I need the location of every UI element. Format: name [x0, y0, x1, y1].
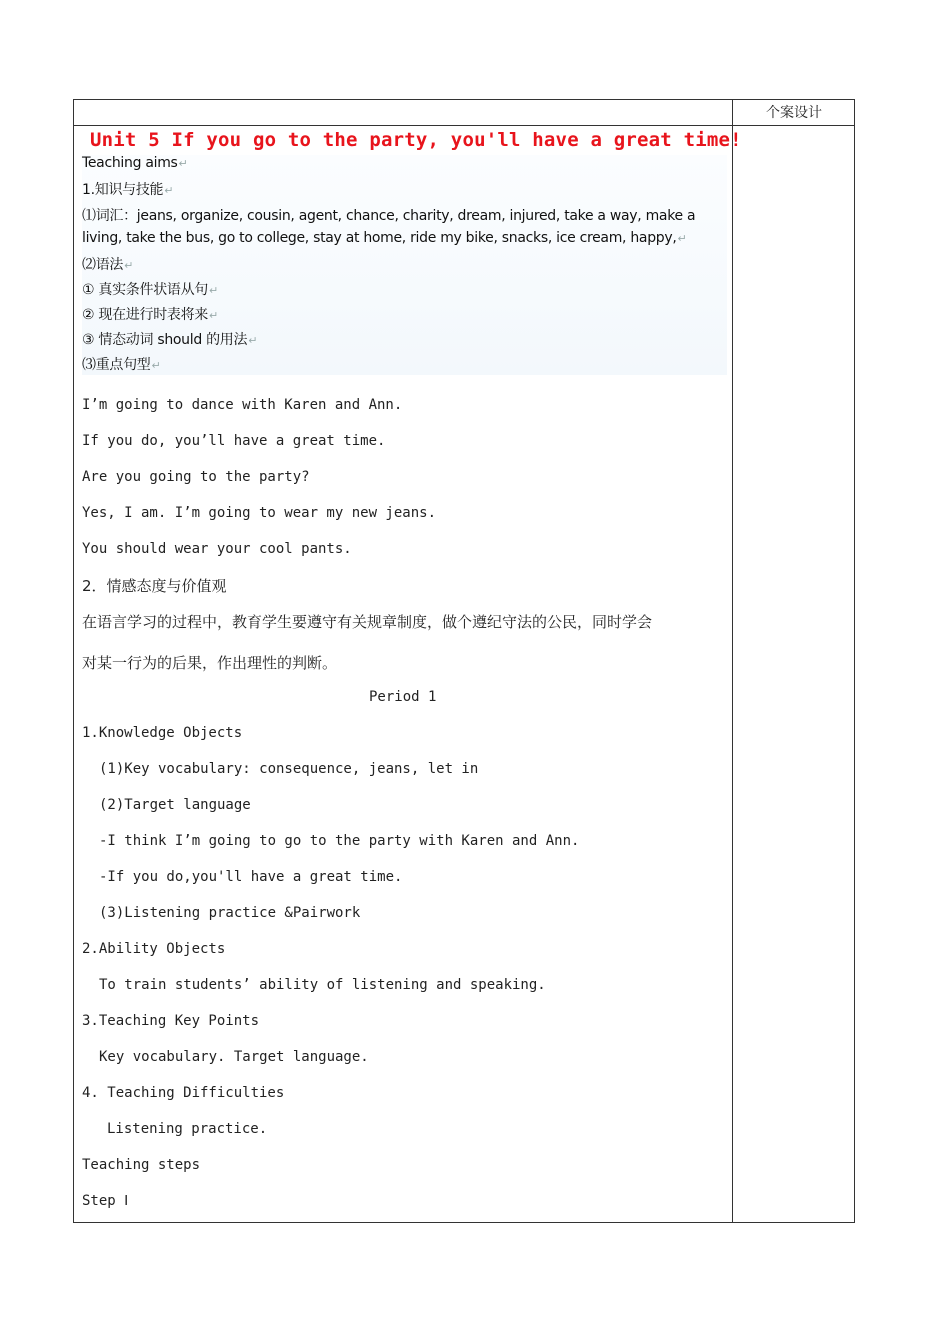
aims-heading: Teaching aims↵	[82, 155, 188, 171]
keypoints-line-1: Key vocabulary. Target language.	[99, 1049, 369, 1065]
teaching-steps-heading: Teaching steps	[82, 1157, 201, 1173]
grammar-item-3: ③ 情态动词 should 的用法↵	[82, 332, 258, 348]
sentence-4: Yes, I am. I’m going to wear my new jeans.	[82, 505, 437, 521]
grammar-heading: ⑵语法↵	[82, 257, 134, 273]
teaching-aims-block	[82, 155, 727, 375]
ability-heading: 2.Ability Objects	[82, 941, 226, 957]
knowledge-line-2: (2)Target language	[99, 797, 251, 813]
step-1-heading: Step Ⅰ	[82, 1193, 129, 1209]
side-column-header: 个案设计	[766, 105, 822, 121]
difficulties-line-1: Listening practice.	[107, 1121, 268, 1137]
emotion-line-1: 在语言学习的过程中，教育学生要遵守有关规章制度，做个遵纪守法的公民，同时学会	[82, 613, 653, 631]
sentence-5: You should wear your cool pants.	[82, 541, 352, 557]
emotion-line-2: 对某一行为的后果，作出理性的判断。	[82, 654, 338, 672]
grammar-item-2: ② 现在进行时表将来↵	[82, 307, 218, 323]
knowledge-line-4: -If you do,you'll have a great time.	[99, 869, 403, 885]
vocab-line-2: living, take the bus, go to college, stay at home, ride my bike, snacks, ice cream, happy,↵	[82, 230, 687, 246]
column-divider	[732, 100, 733, 1222]
sentence-3: Are you going to the party?	[82, 469, 310, 485]
aims-item-knowledge: 1.知识与技能↵	[82, 182, 174, 198]
knowledge-line-1: (1)Key vocabulary: consequence, jeans, let in	[99, 761, 479, 777]
vocab-line-1: ⑴词汇：jeans, organize, cousin, agent, chance, charity, dream, injured, take a way, make a	[82, 208, 696, 224]
knowledge-line-5: (3)Listening practice &Pairwork	[99, 905, 361, 921]
knowledge-line-3: -I think I’m going to go to the party with Karen and Ann.	[99, 833, 580, 849]
keypoints-heading: 3.Teaching Key Points	[82, 1013, 260, 1029]
period-heading: Period 1	[369, 689, 437, 705]
difficulties-heading: 4. Teaching Difficulties	[82, 1085, 285, 1101]
emotion-heading: 2．情感态度与价值观	[82, 577, 227, 595]
lesson-plan-table	[73, 99, 855, 1223]
sentence-2: If you do, you’ll have a great time.	[82, 433, 386, 449]
knowledge-heading: 1.Knowledge Objects	[82, 725, 243, 741]
ability-line-1: To train students’ ability of listening and speaking.	[99, 977, 546, 993]
sentence-1: I’m going to dance with Karen and Ann.	[82, 397, 403, 413]
grammar-item-1: ① 真实条件状语从句↵	[82, 282, 218, 298]
unit-title: Unit 5 If you go to the party, you'll have a great time!	[90, 129, 742, 151]
key-sentences-heading: ⑶重点句型↵	[82, 357, 161, 373]
